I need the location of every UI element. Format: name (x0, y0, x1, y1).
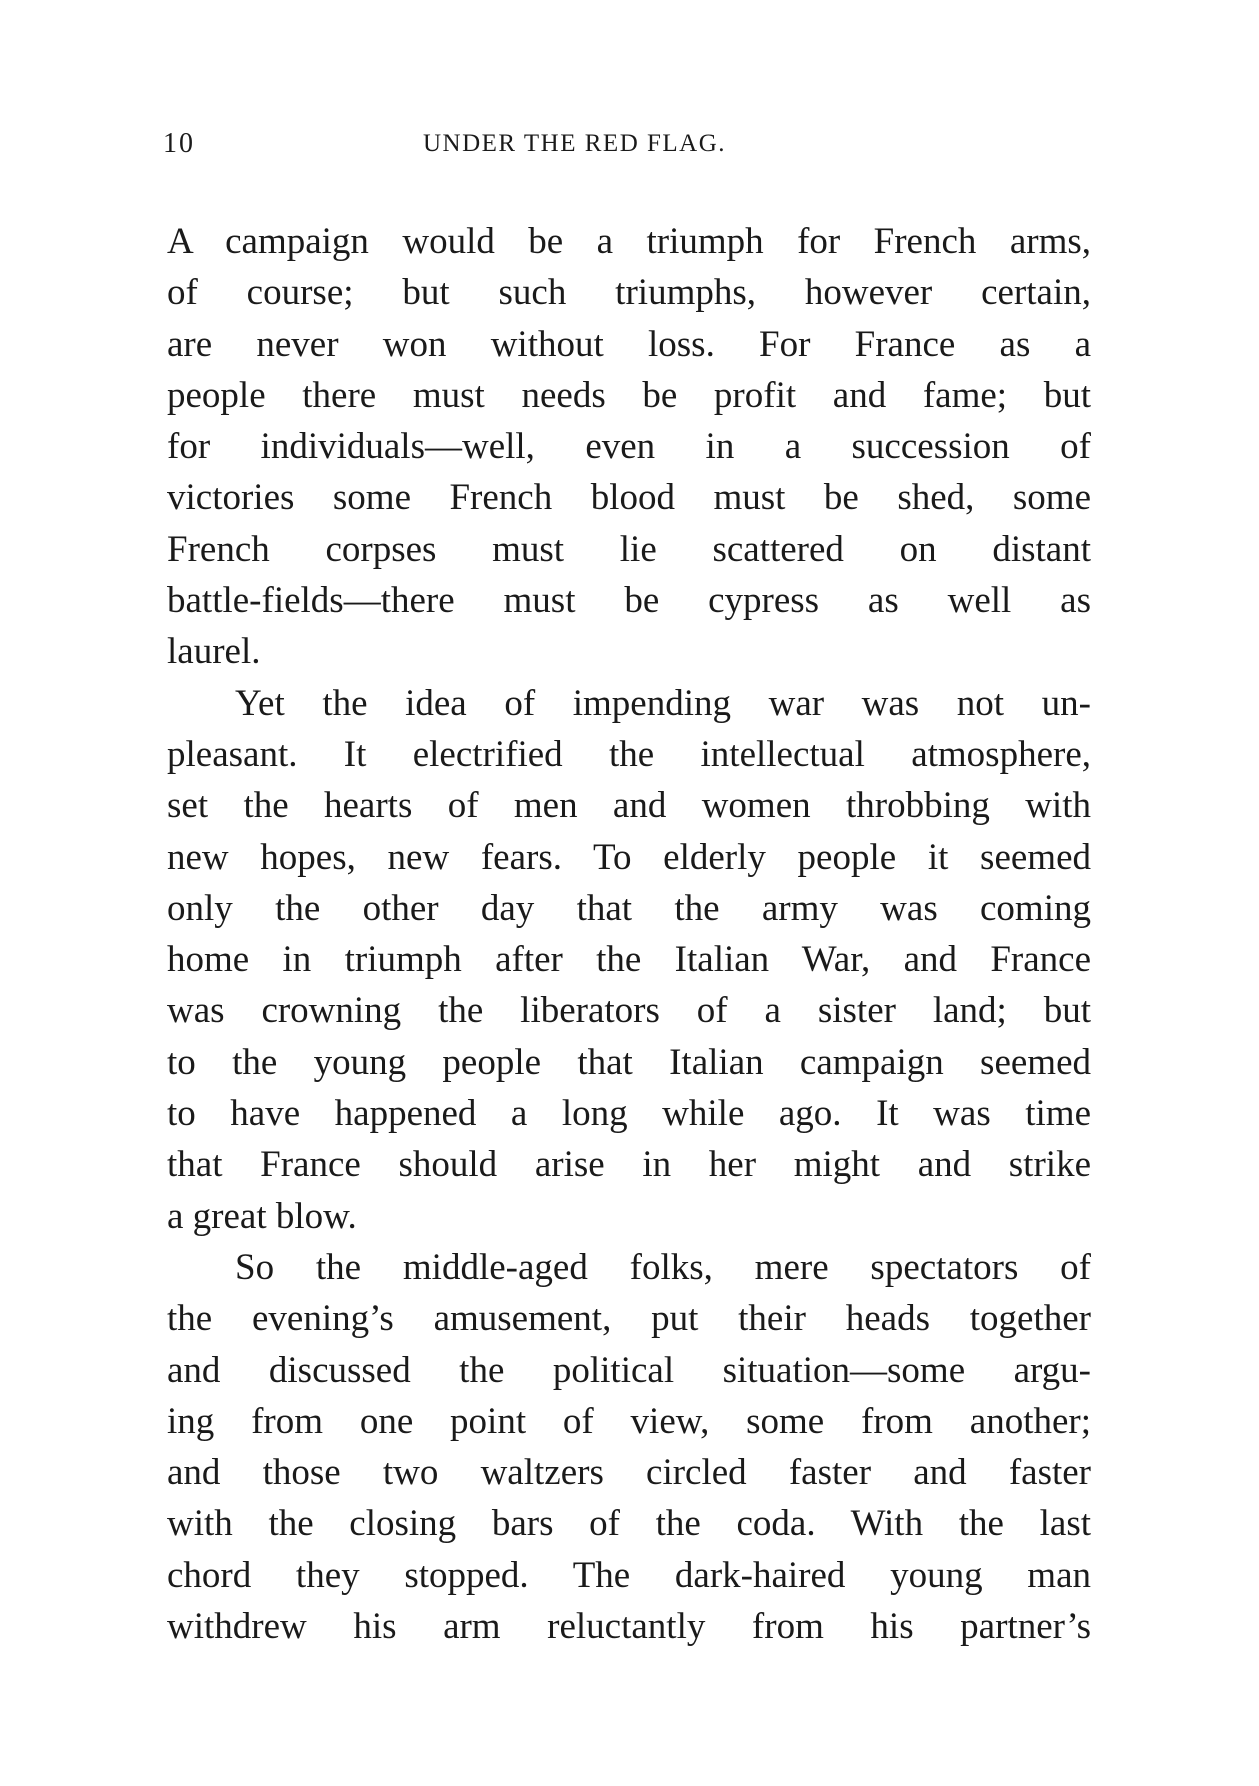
text-line: to have happened a long while ago. It was time (167, 1093, 1091, 1135)
text-line: A campaign would be a triumph for French arms, (167, 221, 1091, 262)
text-line: new hopes, new fears. To elderly people it seemed (167, 836, 1091, 878)
text-line: withdrew his arm reluctantly from his partner’s (167, 1606, 1091, 1648)
text-line: pleasant. It electrified the intellectual atmosphere, (167, 733, 1091, 775)
page-number: 10 (163, 128, 195, 159)
text-line: for individuals—well, even in a succession of (167, 426, 1091, 468)
text-line: that France should arise in her might and strike (167, 1144, 1091, 1186)
text-line: laurel. (167, 631, 261, 673)
text-line: set the hearts of men and women throbbing with (167, 785, 1091, 827)
text-line: home in triumph after the Italian War, and France (167, 939, 1091, 981)
text-line: are never won without loss. For France as a (167, 323, 1091, 365)
text-line: people there must needs be profit and fame; but (167, 374, 1091, 416)
text-line: Yet the idea of impending war was not un- (235, 682, 1091, 724)
text-line: and discussed the political situation—some argu- (167, 1349, 1091, 1391)
text-line: and those two waltzers circled faster and faster (167, 1452, 1091, 1494)
text-line: to the young people that Italian campaign seemed (167, 1041, 1091, 1083)
text-line: French corpses must lie scattered on distant (167, 528, 1091, 570)
text-line: only the other day that the army was coming (167, 887, 1091, 929)
body-text (167, 216, 1091, 1652)
running-head (163, 128, 1093, 168)
text-line: chord they stopped. The dark-haired young man (167, 1554, 1091, 1596)
text-line: battle-fields—there must be cypress as well as (167, 580, 1091, 622)
text-line: a great blow. (167, 1195, 357, 1237)
text-line: was crowning the liberators of a sister land; but (167, 990, 1091, 1032)
running-title: UNDER THE RED FLAG. (423, 130, 727, 157)
text-line: the evening’s amusement, put their heads together (167, 1298, 1091, 1340)
text-line: So the middle-aged folks, mere spectators of (235, 1246, 1091, 1288)
text-line: of course; but such triumphs, however certain, (167, 272, 1091, 314)
text-line: ing from one point of view, some from another; (167, 1400, 1091, 1442)
text-line: victories some French blood must be shed, some (167, 477, 1091, 519)
text-line: with the closing bars of the coda. With the last (167, 1503, 1091, 1545)
